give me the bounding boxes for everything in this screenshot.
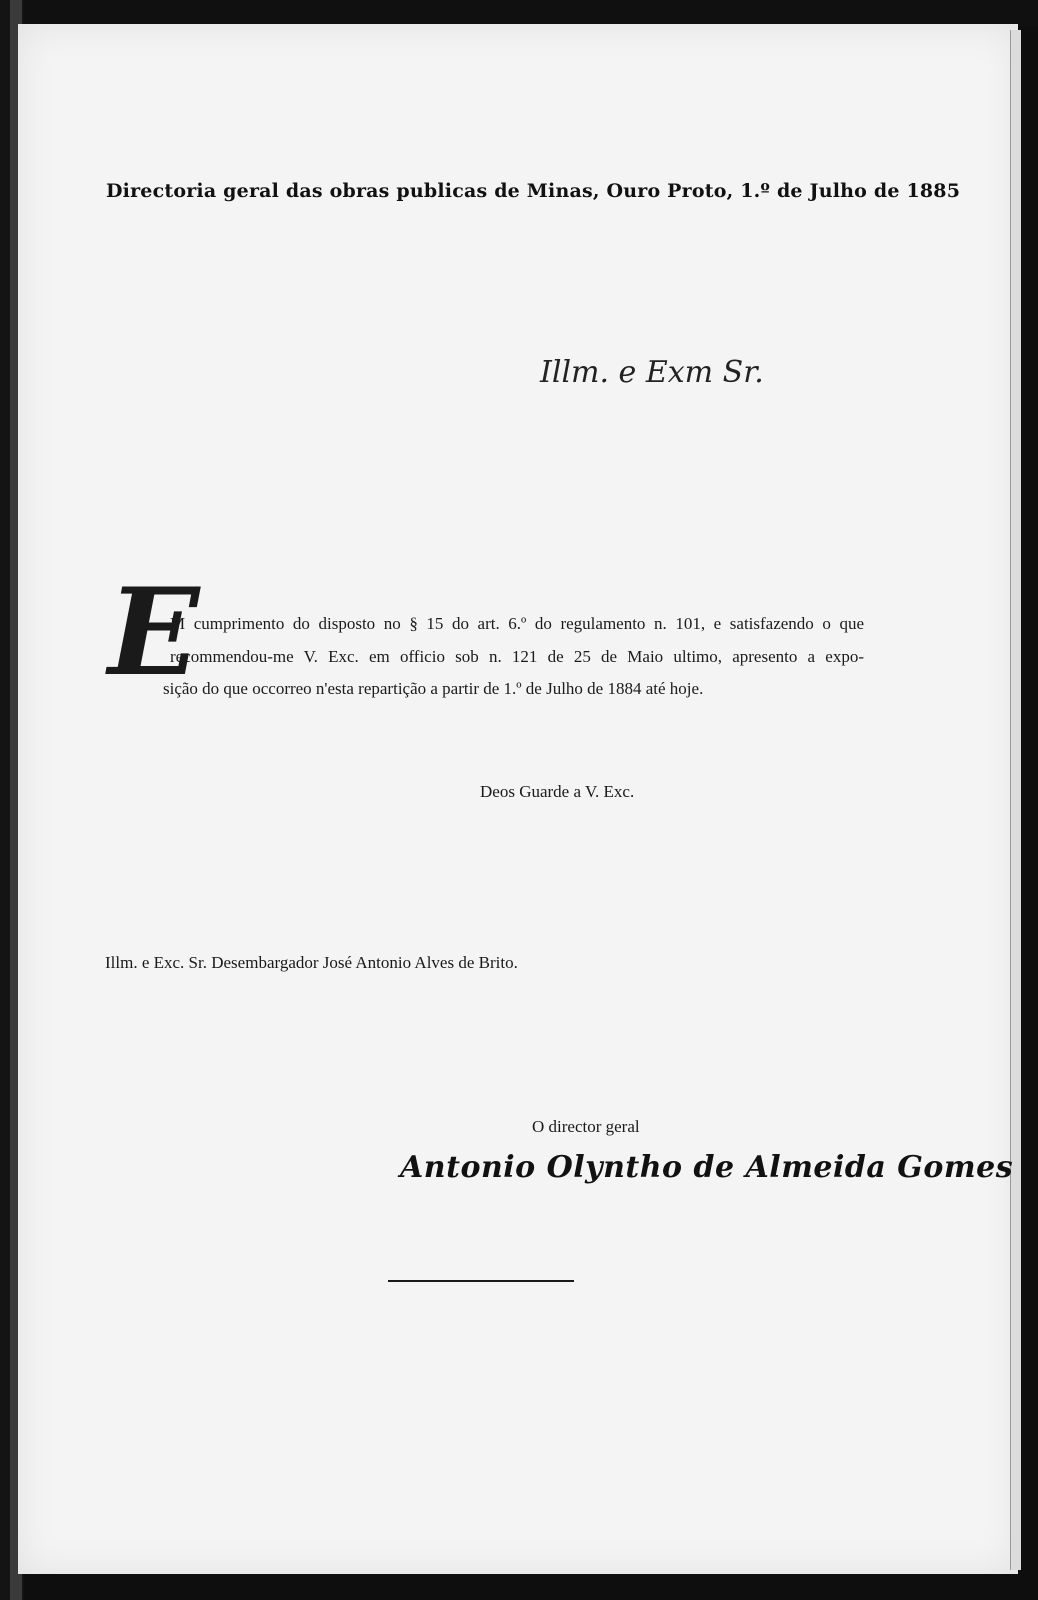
closing-rule bbox=[388, 1280, 574, 1282]
signer-title: O director geral bbox=[532, 1117, 640, 1136]
salutation: Illm. e Exm Sr. bbox=[540, 355, 764, 390]
body-line-2: recommendou-me V. Exc. em officio sob n. 121 de 25 de Maio ultimo, apresento a expo- bbox=[170, 647, 864, 666]
body-line-1: M cumprimento do disposto no § 15 do art. 6.º do regulamento n. 101, e satisfazendo o que bbox=[170, 614, 864, 633]
ornamental-dropcap: E bbox=[108, 562, 200, 703]
page-right-edge bbox=[1010, 30, 1021, 1570]
addressee: Illm. e Exc. Sr. Desembargador José Antonio Alves de Brito. bbox=[105, 953, 518, 972]
body-line-3: sição do que occorreo n'esta repartição a partir de 1.º de Julho de 1884 até hoje. bbox=[163, 679, 704, 698]
closing-formula: Deos Guarde a V. Exc. bbox=[480, 782, 635, 801]
document-header: Directoria geral das obras publicas de Minas, Ouro Proto, 1.º de Julho de 1885 bbox=[106, 180, 961, 202]
scan-top-edge bbox=[0, 0, 1038, 26]
signature: Antonio Olyntho de Almeida Gomes bbox=[400, 1150, 1014, 1185]
